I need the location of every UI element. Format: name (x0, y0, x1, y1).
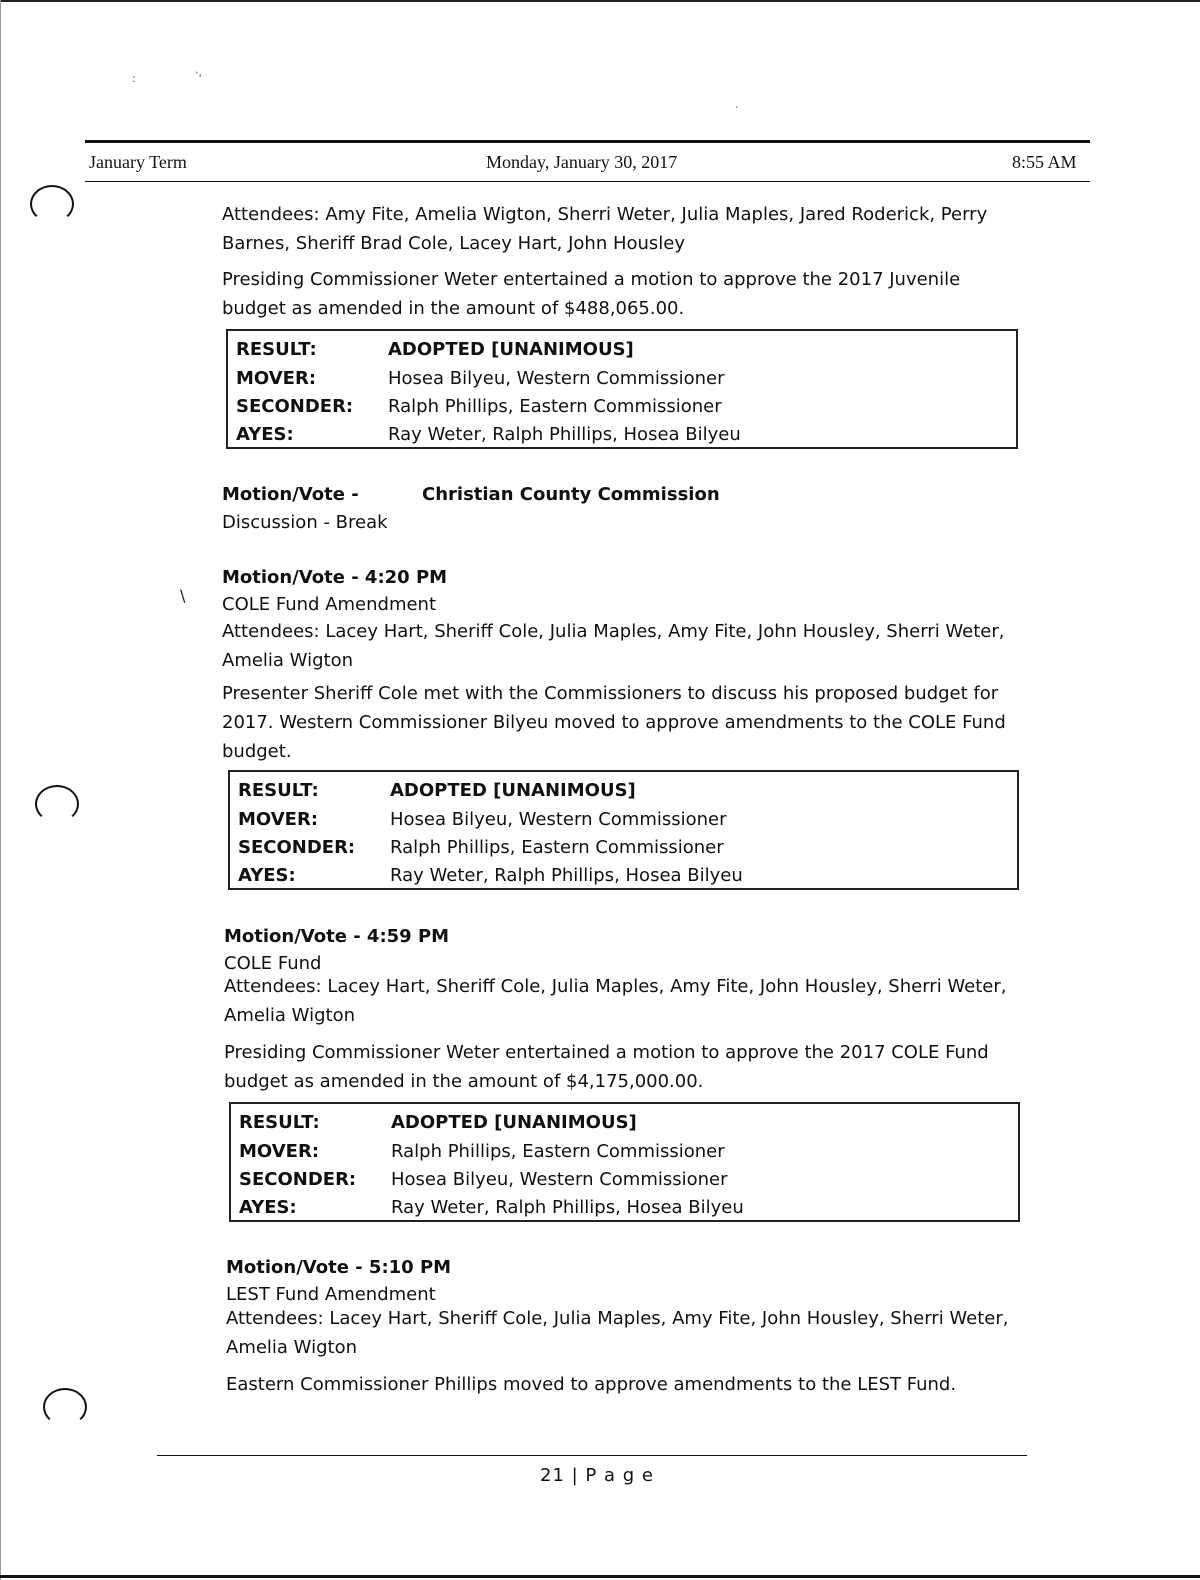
term-label: January Term (89, 152, 187, 172)
scan-edge-left (0, 0, 1, 1580)
motion-text (222, 679, 1022, 766)
vote-result-box (226, 329, 1018, 449)
motion-topic: COLE Fund (224, 953, 322, 974)
motion-heading: Motion/Vote - 4:59 PM (224, 926, 450, 947)
seconder-label: SECONDER: (236, 396, 354, 417)
text-line: Attendees: Lacey Hart, Sheriff Cole, Julia Maples, Amy Fite, John Housley, Sherri Weter, (222, 621, 1005, 642)
vote-result-box (228, 770, 1019, 890)
result-value: ADOPTED [UNANIMOUS] (391, 1112, 637, 1133)
attendees-text (226, 1304, 1026, 1362)
scan-speck: . (735, 98, 739, 111)
motion-topic: LEST Fund Amendment (226, 1284, 436, 1305)
vote-result-box (229, 1102, 1020, 1222)
seconder-value: Ralph Phillips, Eastern Commissioner (390, 837, 724, 858)
header-rule (85, 140, 1090, 143)
text-line: Amelia Wigton (222, 650, 353, 671)
ayes-value: Ray Weter, Ralph Phillips, Hosea Bilyeu (388, 424, 741, 445)
seconder-label: SECONDER: (238, 837, 356, 858)
seconder-value: Ralph Phillips, Eastern Commissioner (388, 396, 722, 417)
motion-text (222, 265, 1022, 323)
result-label: RESULT: (239, 1112, 320, 1133)
result-value: ADOPTED [UNANIMOUS] (388, 339, 634, 360)
mover-label: MOVER: (239, 1141, 320, 1162)
text-line: Eastern Commissioner Phillips moved to approve amendments to the LEST Fund. (226, 1374, 957, 1395)
meeting-time: 8:55 AM (1012, 152, 1077, 172)
motion-topic: COLE Fund Amendment (222, 594, 437, 615)
motion-topic: Discussion - Break (222, 512, 388, 533)
mover-value: Hosea Bilyeu, Western Commissioner (388, 368, 725, 389)
text-line: Amelia Wigton (226, 1337, 357, 1358)
page-number: 21 | P a g e (540, 1465, 654, 1486)
punch-hole (35, 785, 79, 823)
result-label: RESULT: (238, 780, 319, 801)
text-line: Attendees: Lacey Hart, Sheriff Cole, Julia Maples, Amy Fite, John Housley, Sherri Weter, (224, 976, 1007, 997)
seconder-label: SECONDER: (239, 1169, 357, 1190)
text-line: budget. (222, 741, 292, 762)
text-line: budget as amended in the amount of $4,175,000.00. (224, 1071, 704, 1092)
commission-name: Christian County Commission (422, 484, 720, 505)
scan-speck: \ (180, 586, 186, 605)
meeting-date: Monday, January 30, 2017 (486, 152, 678, 172)
motion-text (224, 1038, 1024, 1096)
text-line: Barnes, Sheriff Brad Cole, Lacey Hart, John Housley (222, 233, 686, 254)
punch-hole (30, 185, 74, 223)
ayes-value: Ray Weter, Ralph Phillips, Hosea Bilyeu (390, 865, 743, 886)
text-line: Amelia Wigton (224, 1005, 355, 1026)
mover-label: MOVER: (236, 368, 317, 389)
scan-edge-top (0, 0, 1200, 2)
motion-heading: Motion/Vote - 5:10 PM (226, 1257, 452, 1278)
text-line: Presiding Commissioner Weter entertained a motion to approve the 2017 Juvenile (222, 269, 961, 290)
scan-speck: ·, (195, 66, 202, 79)
result-label: RESULT: (236, 339, 317, 360)
text-line: 2017. Western Commissioner Bilyeu moved to approve amendments to the COLE Fund (222, 712, 1006, 733)
ayes-label: AYES: (238, 865, 296, 886)
ayes-value: Ray Weter, Ralph Phillips, Hosea Bilyeu (391, 1197, 744, 1218)
motion-text (226, 1370, 1026, 1399)
scan-edge-bottom (0, 1575, 1200, 1578)
footer-rule (157, 1455, 1027, 1456)
motion-heading: Motion/Vote - 4:20 PM (222, 567, 448, 588)
scan-speck: : (132, 72, 136, 85)
text-line: Presiding Commissioner Weter entertained a motion to approve the 2017 COLE Fund (224, 1042, 989, 1063)
header-rule (85, 181, 1090, 182)
text-line: Presenter Sheriff Cole met with the Commissioners to discuss his proposed budget for (222, 683, 999, 704)
text-line: Attendees: Amy Fite, Amelia Wigton, Sherri Weter, Julia Maples, Jared Roderick, Perry (222, 204, 988, 225)
result-value: ADOPTED [UNANIMOUS] (390, 780, 636, 801)
seconder-value: Hosea Bilyeu, Western Commissioner (391, 1169, 728, 1190)
motion-heading: Motion/Vote - (222, 484, 359, 505)
attendees-text (224, 972, 1024, 1030)
attendees-text (222, 200, 1022, 258)
text-line: Attendees: Lacey Hart, Sheriff Cole, Julia Maples, Amy Fite, John Housley, Sherri Weter, (226, 1308, 1009, 1329)
mover-value: Hosea Bilyeu, Western Commissioner (390, 809, 727, 830)
ayes-label: AYES: (239, 1197, 297, 1218)
mover-label: MOVER: (238, 809, 319, 830)
text-line: budget as amended in the amount of $488,065.00. (222, 298, 685, 319)
ayes-label: AYES: (236, 424, 294, 445)
attendees-text (222, 617, 1022, 675)
punch-hole (43, 1388, 87, 1426)
mover-value: Ralph Phillips, Eastern Commissioner (391, 1141, 725, 1162)
